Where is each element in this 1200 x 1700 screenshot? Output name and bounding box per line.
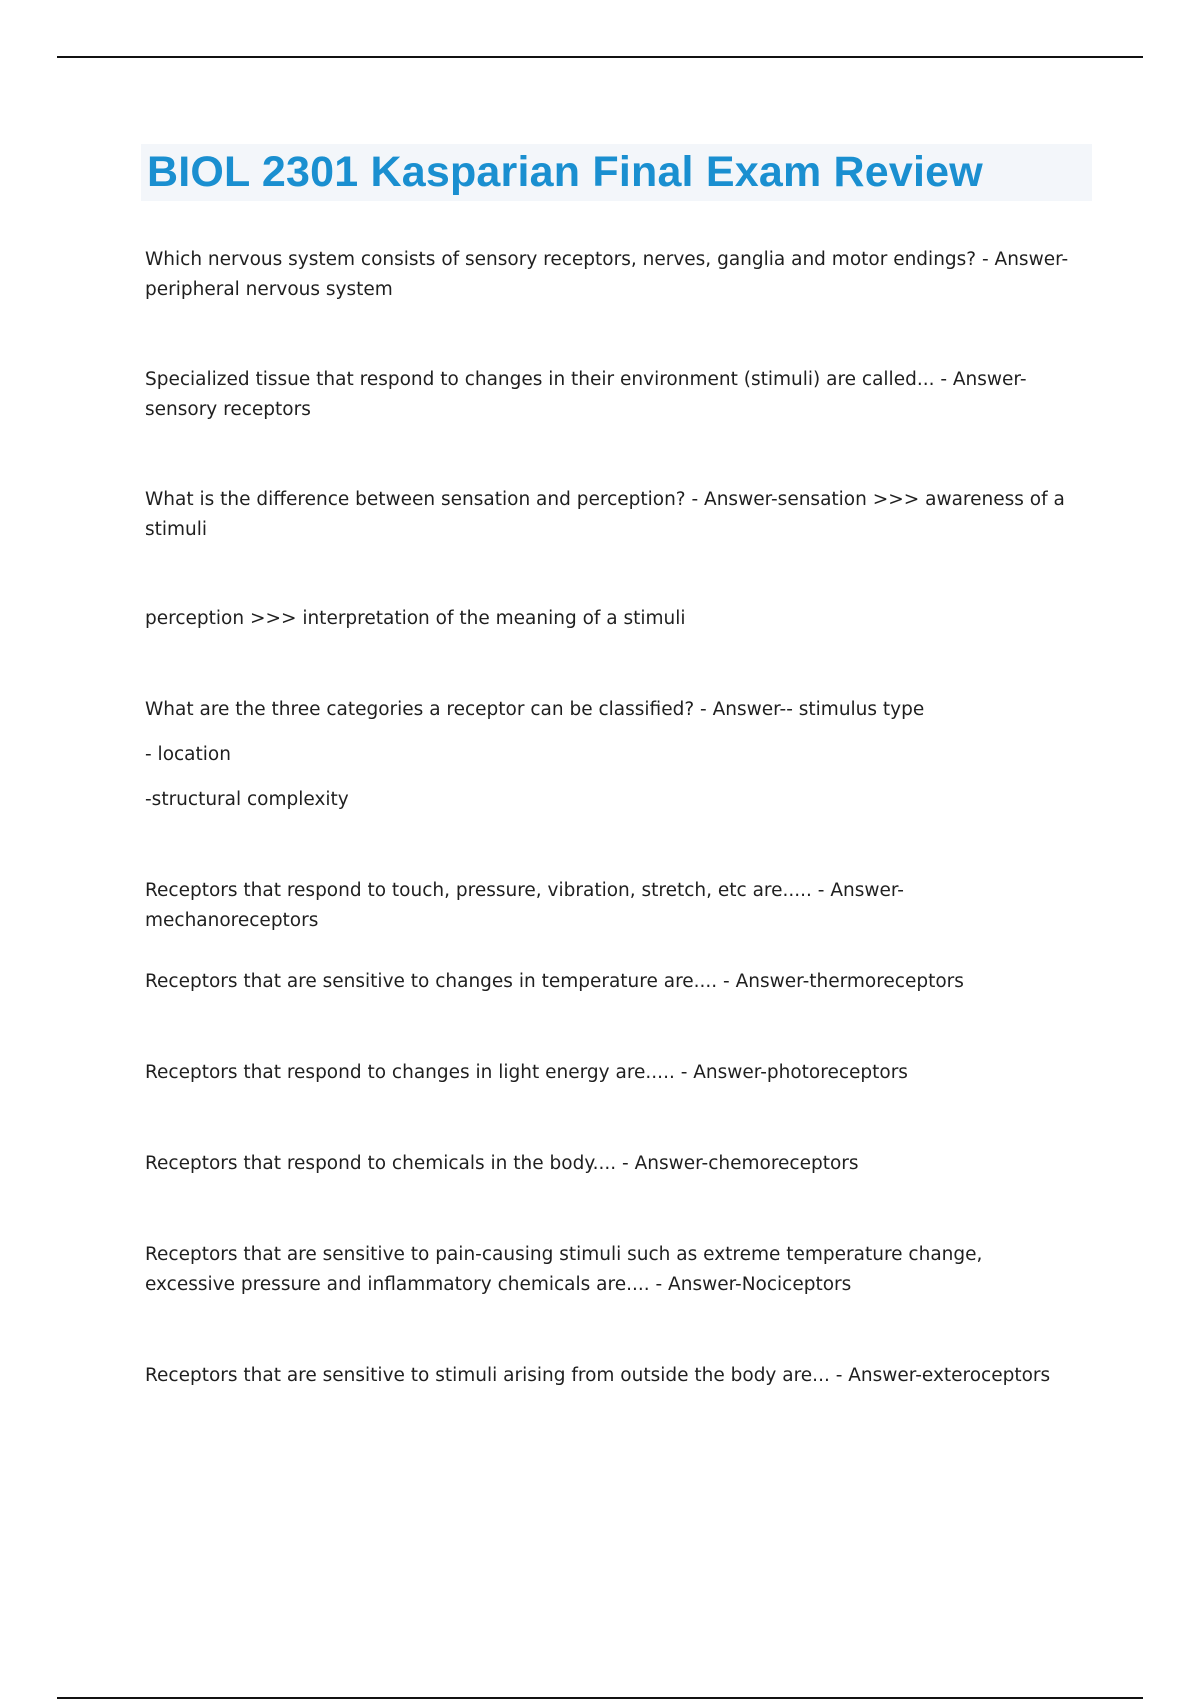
paragraph-location: - location (145, 744, 231, 765)
bottom-rule (57, 1697, 1143, 1699)
paragraph-receptor-categories: What are the three categories a receptor can be classified? - Answer-- stimulus type (145, 699, 925, 720)
paragraph-peripheral-nervous-system: Which nervous system consists of sensory receptors, nerves, ganglia and motor endings? - Answer-peripheral nervous system (145, 249, 1069, 300)
top-rule (57, 56, 1143, 58)
document-title: BIOL 2301 Kasparian Final Exam Review (147, 148, 983, 196)
paragraph-perception-definition: perception >>> interpretation of the meaning of a stimuli (145, 608, 686, 629)
paragraph-sensory-receptors: Specialized tissue that respond to changes in their environment (stimuli) are called... - Answer-sensory receptors (145, 369, 1027, 420)
paragraph-chemoreceptors: Receptors that respond to chemicals in the body.... - Answer-chemoreceptors (145, 1153, 859, 1174)
paragraph-mechanoreceptors: Receptors that respond to touch, pressure, vibration, stretch, etc are..... - Answer-mechanoreceptors (145, 880, 904, 931)
paragraph-photoreceptors: Receptors that respond to changes in light energy are..... - Answer-photoreceptors (145, 1062, 908, 1083)
paragraph-nociceptors: Receptors that are sensitive to pain-causing stimuli such as extreme temperature change, excessive pressure and inflammatory chemicals are.... - Answer-Nociceptors (145, 1244, 989, 1295)
paragraph-sensation-perception: What is the difference between sensation and perception? - Answer-sensation >>> awareness of a stimuli (145, 489, 1071, 540)
paragraph-exteroceptors: Receptors that are sensitive to stimuli arising from outside the body are... - Answer-exteroceptors (145, 1365, 1051, 1386)
title-highlight (141, 144, 1092, 201)
paragraph-structural-complexity: -structural complexity (145, 789, 349, 810)
paragraph-thermoreceptors: Receptors that are sensitive to changes in temperature are.... - Answer-thermoreceptors (145, 971, 964, 992)
